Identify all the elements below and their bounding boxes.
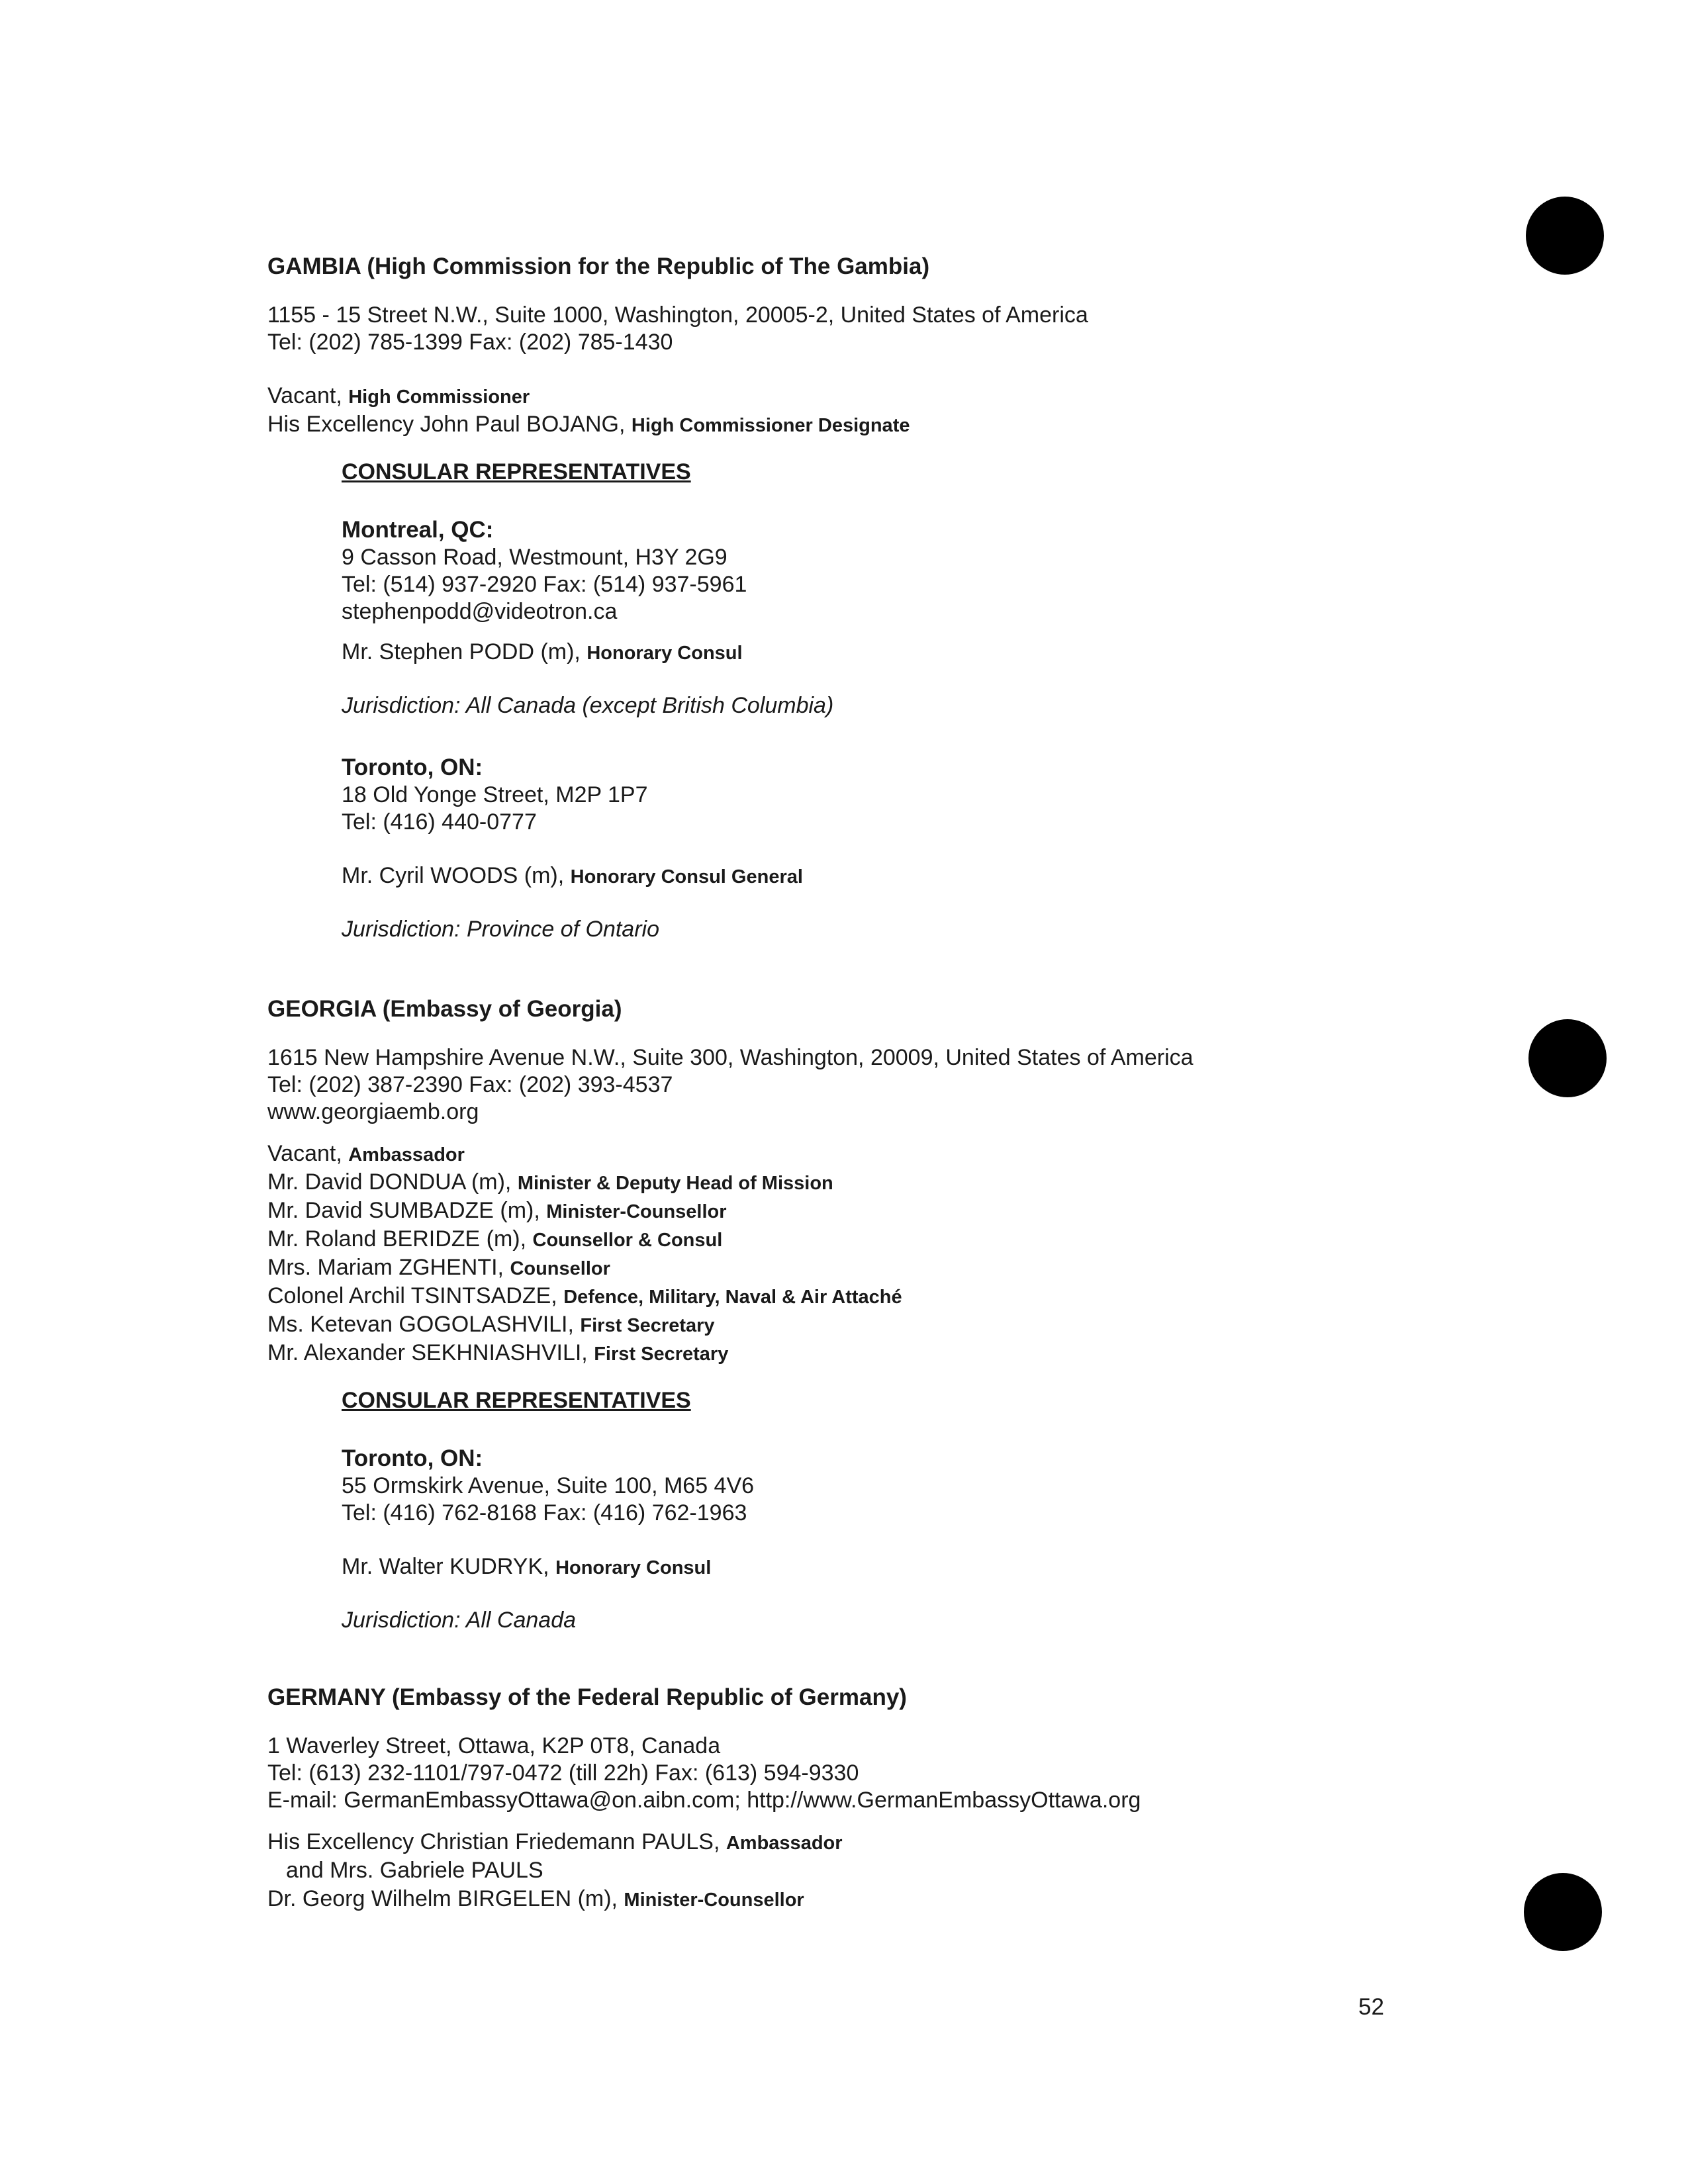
address: 1155 - 15 Street N.W., Suite 1000, Washington, 20005-2, United States of America: [267, 302, 1088, 328]
website: www.georgiaemb.org: [267, 1099, 479, 1124]
gambia-section: [267, 253, 1525, 943]
staff-entry: Ms. Ketevan GOGOLASHVILI, First Secretary: [267, 1312, 715, 1337]
staff-entry: Mr. Roland BERIDZE (m), Counsellor & Consul: [267, 1226, 723, 1251]
binder-hole-bottom: [1524, 1873, 1602, 1951]
consulate-toronto: [342, 1445, 1525, 1634]
country-heading: GAMBIA (High Commission for the Republic of The Gambia): [267, 253, 930, 279]
telephone: Tel: (202) 785-1399 Fax: (202) 785-1430: [267, 330, 673, 355]
consulate-telephone: Tel: (416) 440-0777: [342, 809, 537, 835]
staff-entry: Vacant, Ambassador: [267, 1141, 465, 1166]
consular-heading: CONSULAR REPRESENTATIVES: [342, 459, 691, 484]
staff-entry: Mr. David SUMBADZE (m), Minister-Counsellor: [267, 1198, 727, 1223]
telephone: Tel: (202) 387-2390 Fax: (202) 393-4537: [267, 1072, 673, 1097]
page-number: 52: [1358, 1994, 1384, 2020]
consul-entry: Mr. Cyril WOODS (m), Honorary Consul General: [342, 863, 803, 888]
consulate-toronto: [342, 754, 1525, 943]
staff-entry: Dr. Georg Wilhelm BIRGELEN (m), Minister-Counsellor: [267, 1886, 804, 1911]
staff-entry: Mrs. Mariam ZGHENTI, Counsellor: [267, 1255, 610, 1280]
consular-representatives: [342, 1387, 1525, 1634]
consulate-city: Toronto, ON:: [342, 754, 483, 780]
consulate-email: stephenpodd@videotron.ca: [342, 599, 618, 624]
email-website: E-mail: GermanEmbassyOttawa@on.aibn.com; http://www.GermanEmbassyOttawa.org: [267, 1788, 1141, 1813]
consulate-telephone: Tel: (416) 762-8168 Fax: (416) 762-1963: [342, 1500, 747, 1525]
consulate-city: Montreal, QC:: [342, 517, 494, 543]
staff-entry: His Excellency John Paul BOJANG, High Commissioner Designate: [267, 412, 910, 437]
jurisdiction: Jurisdiction: All Canada (except British Columbia): [342, 693, 834, 718]
address: 1 Waverley Street, Ottawa, K2P 0T8, Canada: [267, 1733, 721, 1758]
telephone: Tel: (613) 232-1101/797-0472 (till 22h) Fax: (613) 594-9330: [267, 1760, 859, 1786]
country-heading: GEORGIA (Embassy of Georgia): [267, 996, 622, 1022]
consulate-address: 9 Casson Road, Westmount, H3Y 2G9: [342, 545, 727, 570]
consul-entry: Mr. Walter KUDRYK, Honorary Consul: [342, 1554, 712, 1579]
staff-entry: His Excellency Christian Friedemann PAULS, Ambassador: [267, 1829, 843, 1854]
consulate-address: 55 Ormskirk Avenue, Suite 100, M65 4V6: [342, 1473, 755, 1498]
georgia-section: [267, 995, 1525, 1634]
staff-entry: and Mrs. Gabriele PAULS: [286, 1858, 543, 1883]
germany-section: [267, 1684, 1525, 1914]
jurisdiction: Jurisdiction: Province of Ontario: [342, 917, 659, 942]
staff-entry: Mr. Alexander SEKHNIASHVILI, First Secretary: [267, 1340, 729, 1365]
consul-entry: Mr. Stephen PODD (m), Honorary Consul: [342, 639, 743, 664]
consulate-address: 18 Old Yonge Street, M2P 1P7: [342, 782, 648, 807]
binder-hole-top: [1526, 197, 1604, 275]
binder-hole-middle: [1528, 1019, 1607, 1097]
country-heading: GERMANY (Embassy of the Federal Republic of Germany): [267, 1684, 907, 1710]
staff-entry: Colonel Archil TSINTSADZE, Defence, Military, Naval & Air Attaché: [267, 1283, 902, 1308]
consular-representatives: [342, 458, 1525, 943]
consular-heading: CONSULAR REPRESENTATIVES: [342, 1388, 691, 1413]
consulate-montreal: [342, 516, 1525, 719]
consulate-telephone: Tel: (514) 937-2920 Fax: (514) 937-5961: [342, 572, 747, 597]
address: 1615 New Hampshire Avenue N.W., Suite 300, Washington, 20009, United States of America: [267, 1045, 1194, 1070]
consulate-city: Toronto, ON:: [342, 1445, 483, 1471]
staff-entry: Mr. David DONDUA (m), Minister & Deputy Head of Mission: [267, 1169, 833, 1195]
jurisdiction: Jurisdiction: All Canada: [342, 1608, 577, 1633]
staff-entry: Vacant, High Commissioner: [267, 383, 530, 408]
